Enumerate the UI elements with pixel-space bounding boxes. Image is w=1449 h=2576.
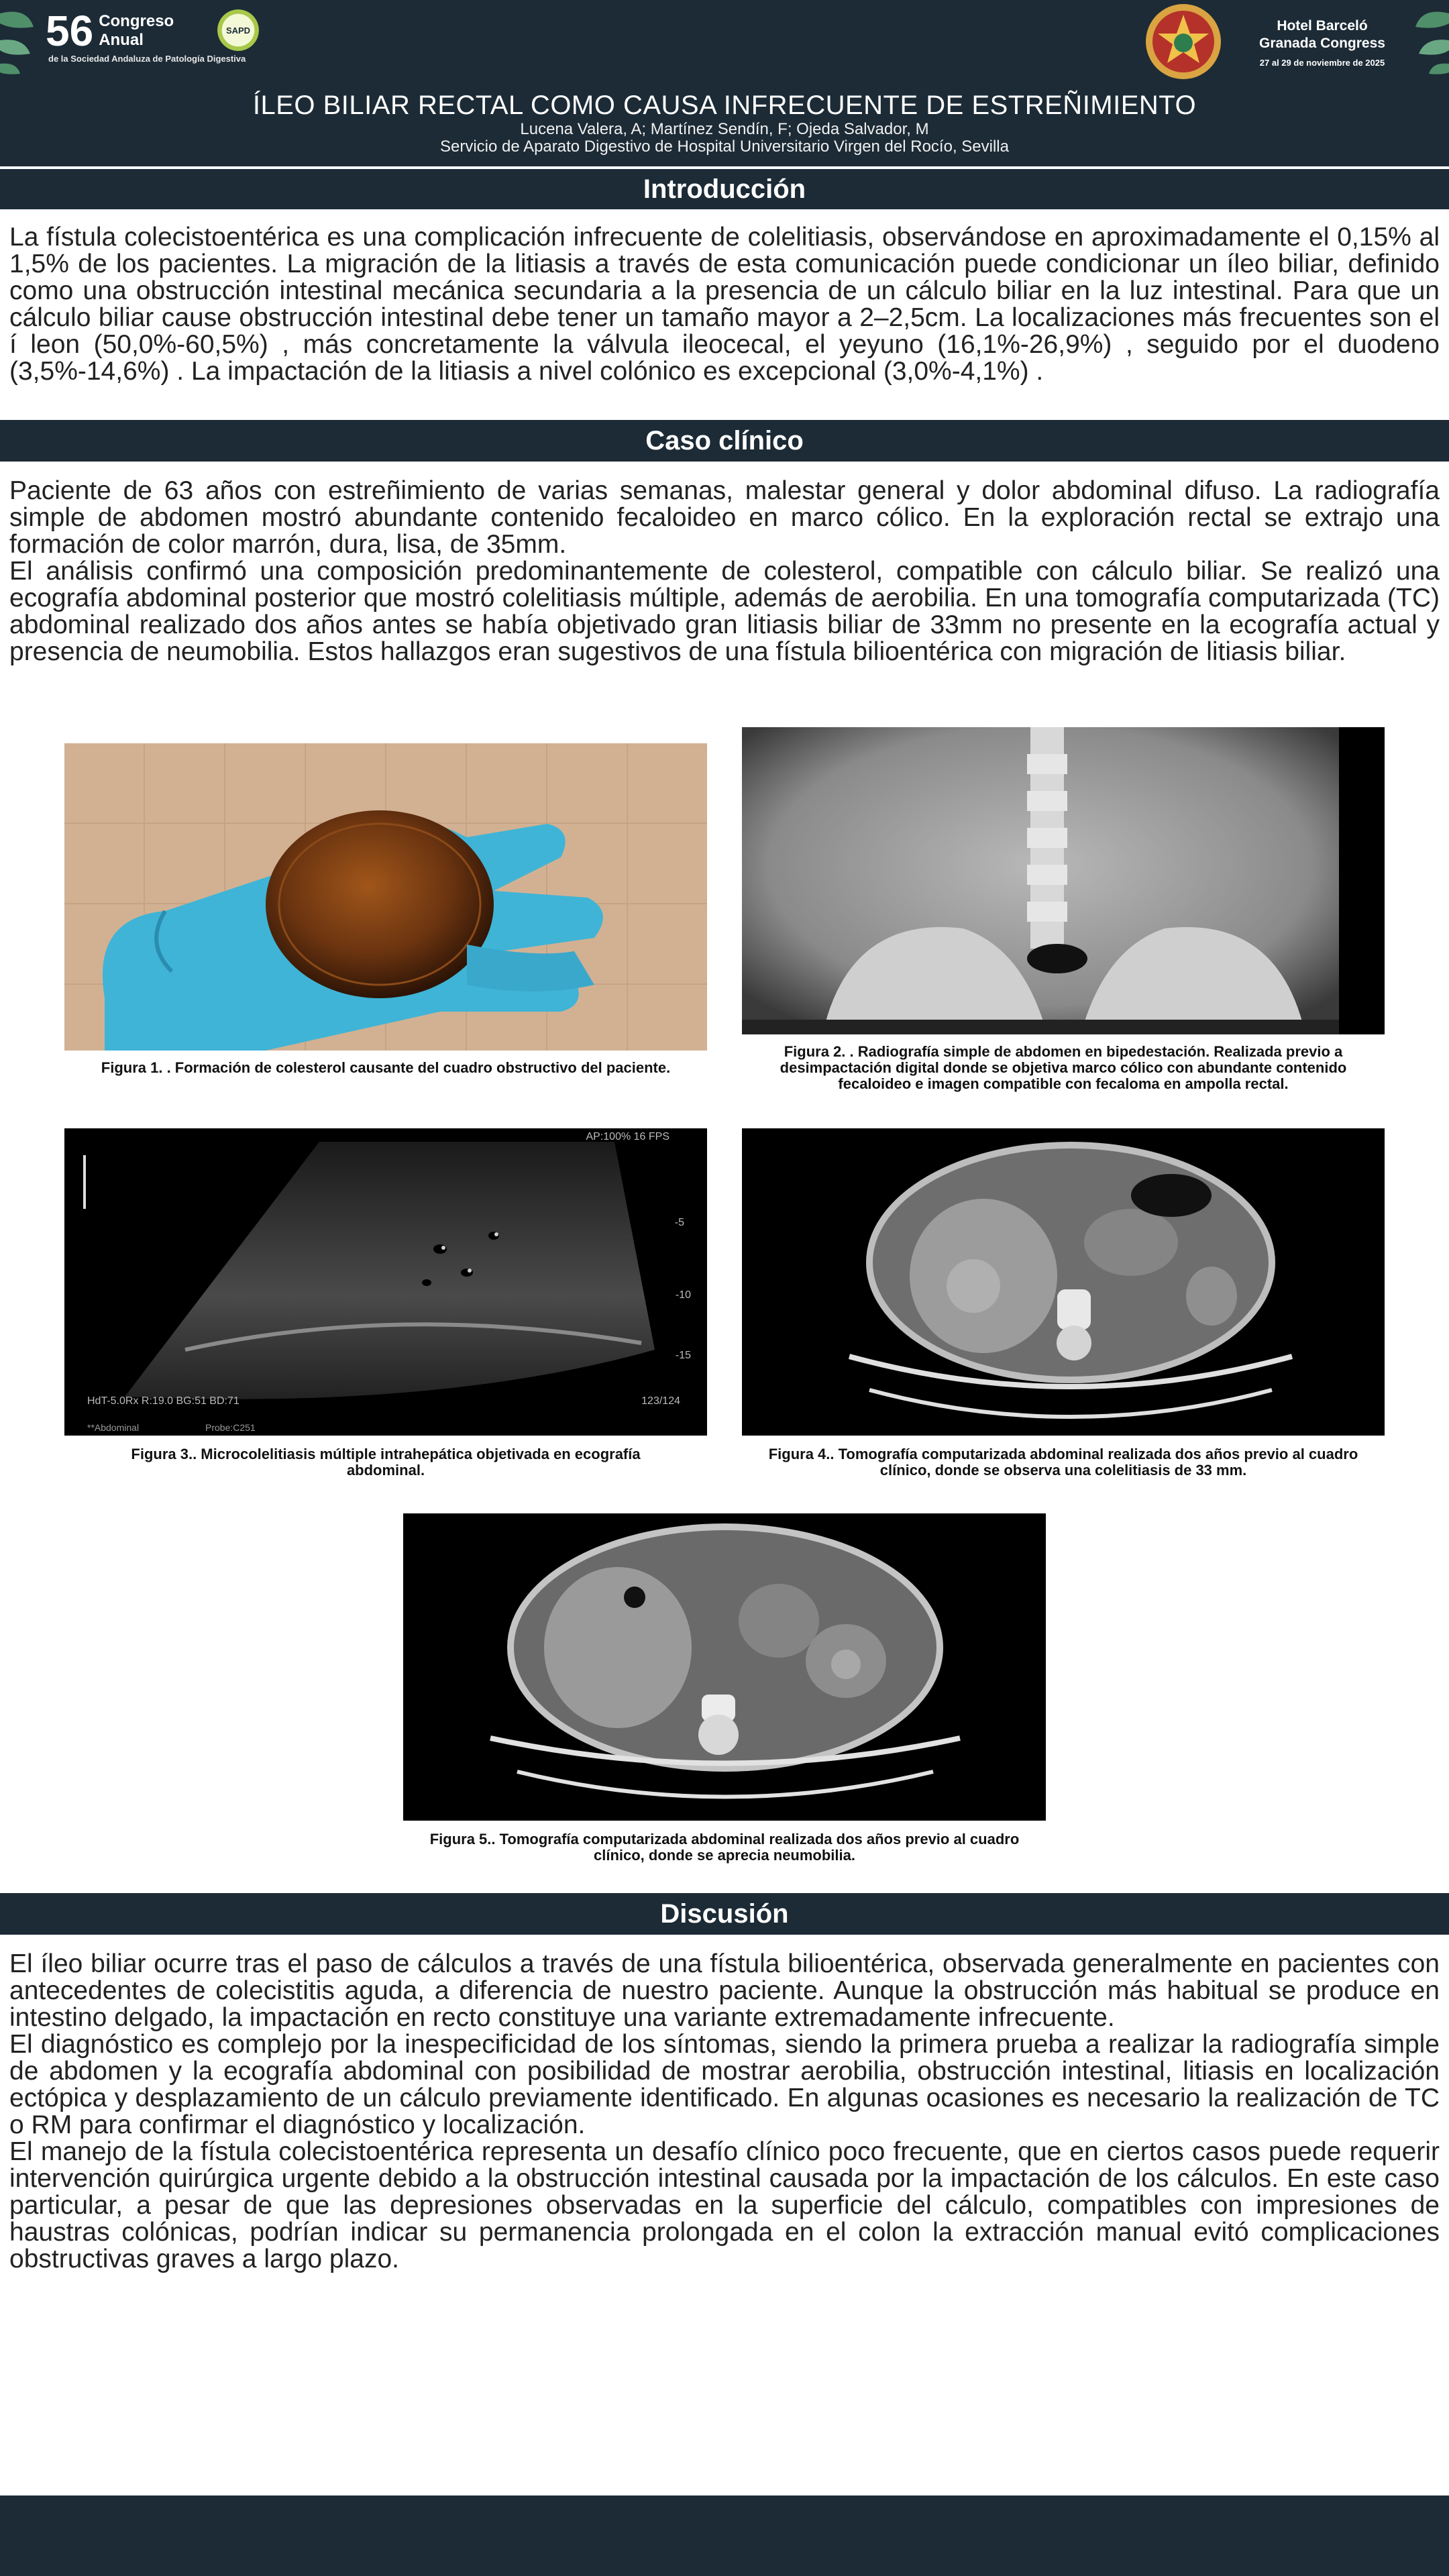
figure-5-caption: Figura 5.. Tomografía computarizada abdominal realizada dos años previo al cuadro clínico, donde se aprecia neumobilia. — [429, 1831, 1020, 1864]
case-paragraph: Paciente de 63 años con estreñimiento de varias semanas, malestar general y dolor abdominal difuso. La radiografía simple de abdomen mostró abundante contenido fecaloideo en marco cólico. En la exploración rectal se extrajo una formación de color marrón, dura, lisa, de 35mm. — [9, 476, 1440, 559]
venue-hotel: Hotel Barceló — [1277, 18, 1368, 34]
ct-scan-image — [403, 1513, 1046, 1821]
intro-text — [9, 224, 1440, 385]
ultrasound-image — [64, 1128, 707, 1436]
discussion-paragraph: El íleo biliar ocurre tras el paso de cálculos a través de una fístula bilioentérica, observada generalmente en pacientes con antecedentes de colecistitis aguda, a diferencia de nuestro paciente. Aunque la obstrucción más habitual se produce en intestino delgado, la impactación en recto constituye una variante extremadamente infrecuente. — [9, 1949, 1440, 2032]
venue-info — [1252, 17, 1393, 71]
ultrasound-probe: Probe:C251 — [205, 1422, 256, 1433]
congress-word: Congreso — [99, 12, 174, 30]
poster-title: ÍLEO BILIAR RECTAL COMO CAUSA INFRECUENTE DE ESTREÑIMIENTO — [252, 91, 1197, 120]
figure-5-image — [403, 1513, 1046, 1821]
figure-1-caption: Figura 1. . Formación de colesterol causante del cuadro obstructivo del paciente. — [101, 1059, 671, 1076]
sapd-logo: SAPD — [217, 9, 259, 51]
congress-logo — [46, 7, 174, 55]
section-heading-intro: Introducción — [0, 169, 1449, 209]
society-name: de la Sociedad Andaluza de Patología Digestiva — [48, 54, 246, 64]
ct-scan-image — [742, 1128, 1385, 1436]
figure-2-image — [742, 727, 1385, 1034]
title-block — [0, 90, 1449, 156]
case-text — [9, 478, 1440, 665]
discussion-text — [9, 1951, 1440, 2273]
discussion-paragraph: El manejo de la fístula colecistoentérica representa un desafío clínico poco frecuente, que en ciertos casos puede requerir intervención quirúrgica urgente debido a la obstrucción intestinal causada por la impactación de los cálculos. En este caso particular, a pesar de que las depresiones observadas en la superficie del cálculo, compatibles con impresiones de haustras colónicas, podrían indicar su permanencia prolongada en el colon la extracción manual evitó complicaciones obstructivas graves a largo plazo. — [9, 2137, 1440, 2273]
case-paragraph: El análisis confirmó una composición predominantemente de colesterol, compatible con cálculo biliar. Se realizó una ecografía abdominal posterior que mostró colelitiasis múltiple, además de aerobilia. En una tomografía computarizada (TC) abdominal realizado dos años antes se había objetivado gran litiasis biliar de 33mm no presente en la ecografía actual y presencia de neumobilia. Estos hallazgos eran sugestivos de una fístula bilioentérica con migración de litiasis biliar. — [9, 557, 1440, 666]
ultrasound-preset: **Abdominal — [87, 1422, 140, 1433]
ultrasound-frame-counter: 123/124 — [641, 1395, 680, 1407]
granada-emblem-icon — [1142, 0, 1225, 83]
figure-3-image — [64, 1128, 707, 1436]
congress-number: 56 — [46, 7, 94, 55]
ultrasound-settings: HdT-5.0Rx R:19.0 BG:51 BD:71 — [87, 1395, 239, 1407]
ultrasound-depth-mark: -5 — [674, 1217, 684, 1228]
leaf-decoration-icon — [0, 0, 40, 80]
leaf-decoration-icon — [1409, 0, 1449, 80]
affiliation: Servicio de Aparato Digestivo de Hospital Universitario Virgen del Rocío, Sevilla — [440, 138, 1009, 156]
xray-image — [742, 727, 1385, 1034]
figure-4-image — [742, 1128, 1385, 1436]
figure-1-image — [64, 743, 707, 1051]
section-heading-discussion: Discusión — [0, 1893, 1449, 1935]
figure-3-caption: Figura 3.. Microcolelitiasis múltiple intrahepática objetivada en ecografía abdominal. — [131, 1446, 641, 1479]
annual-word: Anual — [99, 31, 144, 49]
congress-dates: 27 al 29 de noviembre de 2025 — [1259, 58, 1385, 68]
ultrasound-frame-rate: AP:100% 16 FPS — [586, 1131, 669, 1142]
ultrasound-depth-mark: -15 — [675, 1350, 691, 1361]
venue-congress: Granada Congress — [1259, 36, 1385, 51]
poster-footer — [0, 2496, 1449, 2576]
intro-paragraph: La fístula colecistoentérica es una complicación infrecuente de colelitiasis, observándose en aproximadamente el 0,15% al 1,5% de los pacientes. La migración de la litiasis a través de esta comunicación puede condicionar un íleo biliar, definido como una obstrucción intestinal mecánica secundaria a la presencia de un cálculo biliar en la luz intestinal. Para que un cálculo biliar cause obstrucción intestinal debe tener un tamaño mayor a 2–2,5cm. La localizaciones más frecuentes son el í leon (50,0%-60,5%) , más concretamente la válvula ileocecal, el yeyuno (16,1%-26,9%) , seguido por el duodeno (3,5%-14,6%) . La impactación de la litiasis a nivel colónico es excepcional (3,0%-4,1%) . — [9, 223, 1440, 386]
gallstone-photo — [64, 743, 707, 1051]
ultrasound-depth-mark: -10 — [675, 1289, 691, 1301]
poster-header — [0, 0, 1449, 166]
figure-2-caption: Figura 2. . Radiografía simple de abdomen en bipedestación. Realizada previo a desimpactación digital donde se objetiva marco cólico con abundante contenido fecaloideo e imagen compatible con fecaloma en ampolla rectal. — [780, 1043, 1347, 1092]
figure-4-caption: Figura 4.. Tomografía computarizada abdominal realizada dos años previo al cuadro clínico, donde se observa una colelitiasis de 33 mm. — [768, 1446, 1358, 1479]
discussion-paragraph: El diagnóstico es complejo por la inespecificidad de los síntomas, siendo la primera prueba a realizar la radiografía simple de abdomen y la ecografía abdominal con posibilidad de mostrar aerobilia, obstrucción intestinal, litiasis en localización ectópica y desplazamiento de un cálculo previamente identificado. En algunas ocasiones es necesario la realización de TC o RM para confirmar el diagnóstico y localización. — [9, 2030, 1440, 2139]
authors: Lucena Valera, A; Martínez Sendín, F; Ojeda Salvador, M — [520, 120, 929, 138]
section-heading-case: Caso clínico — [0, 420, 1449, 462]
